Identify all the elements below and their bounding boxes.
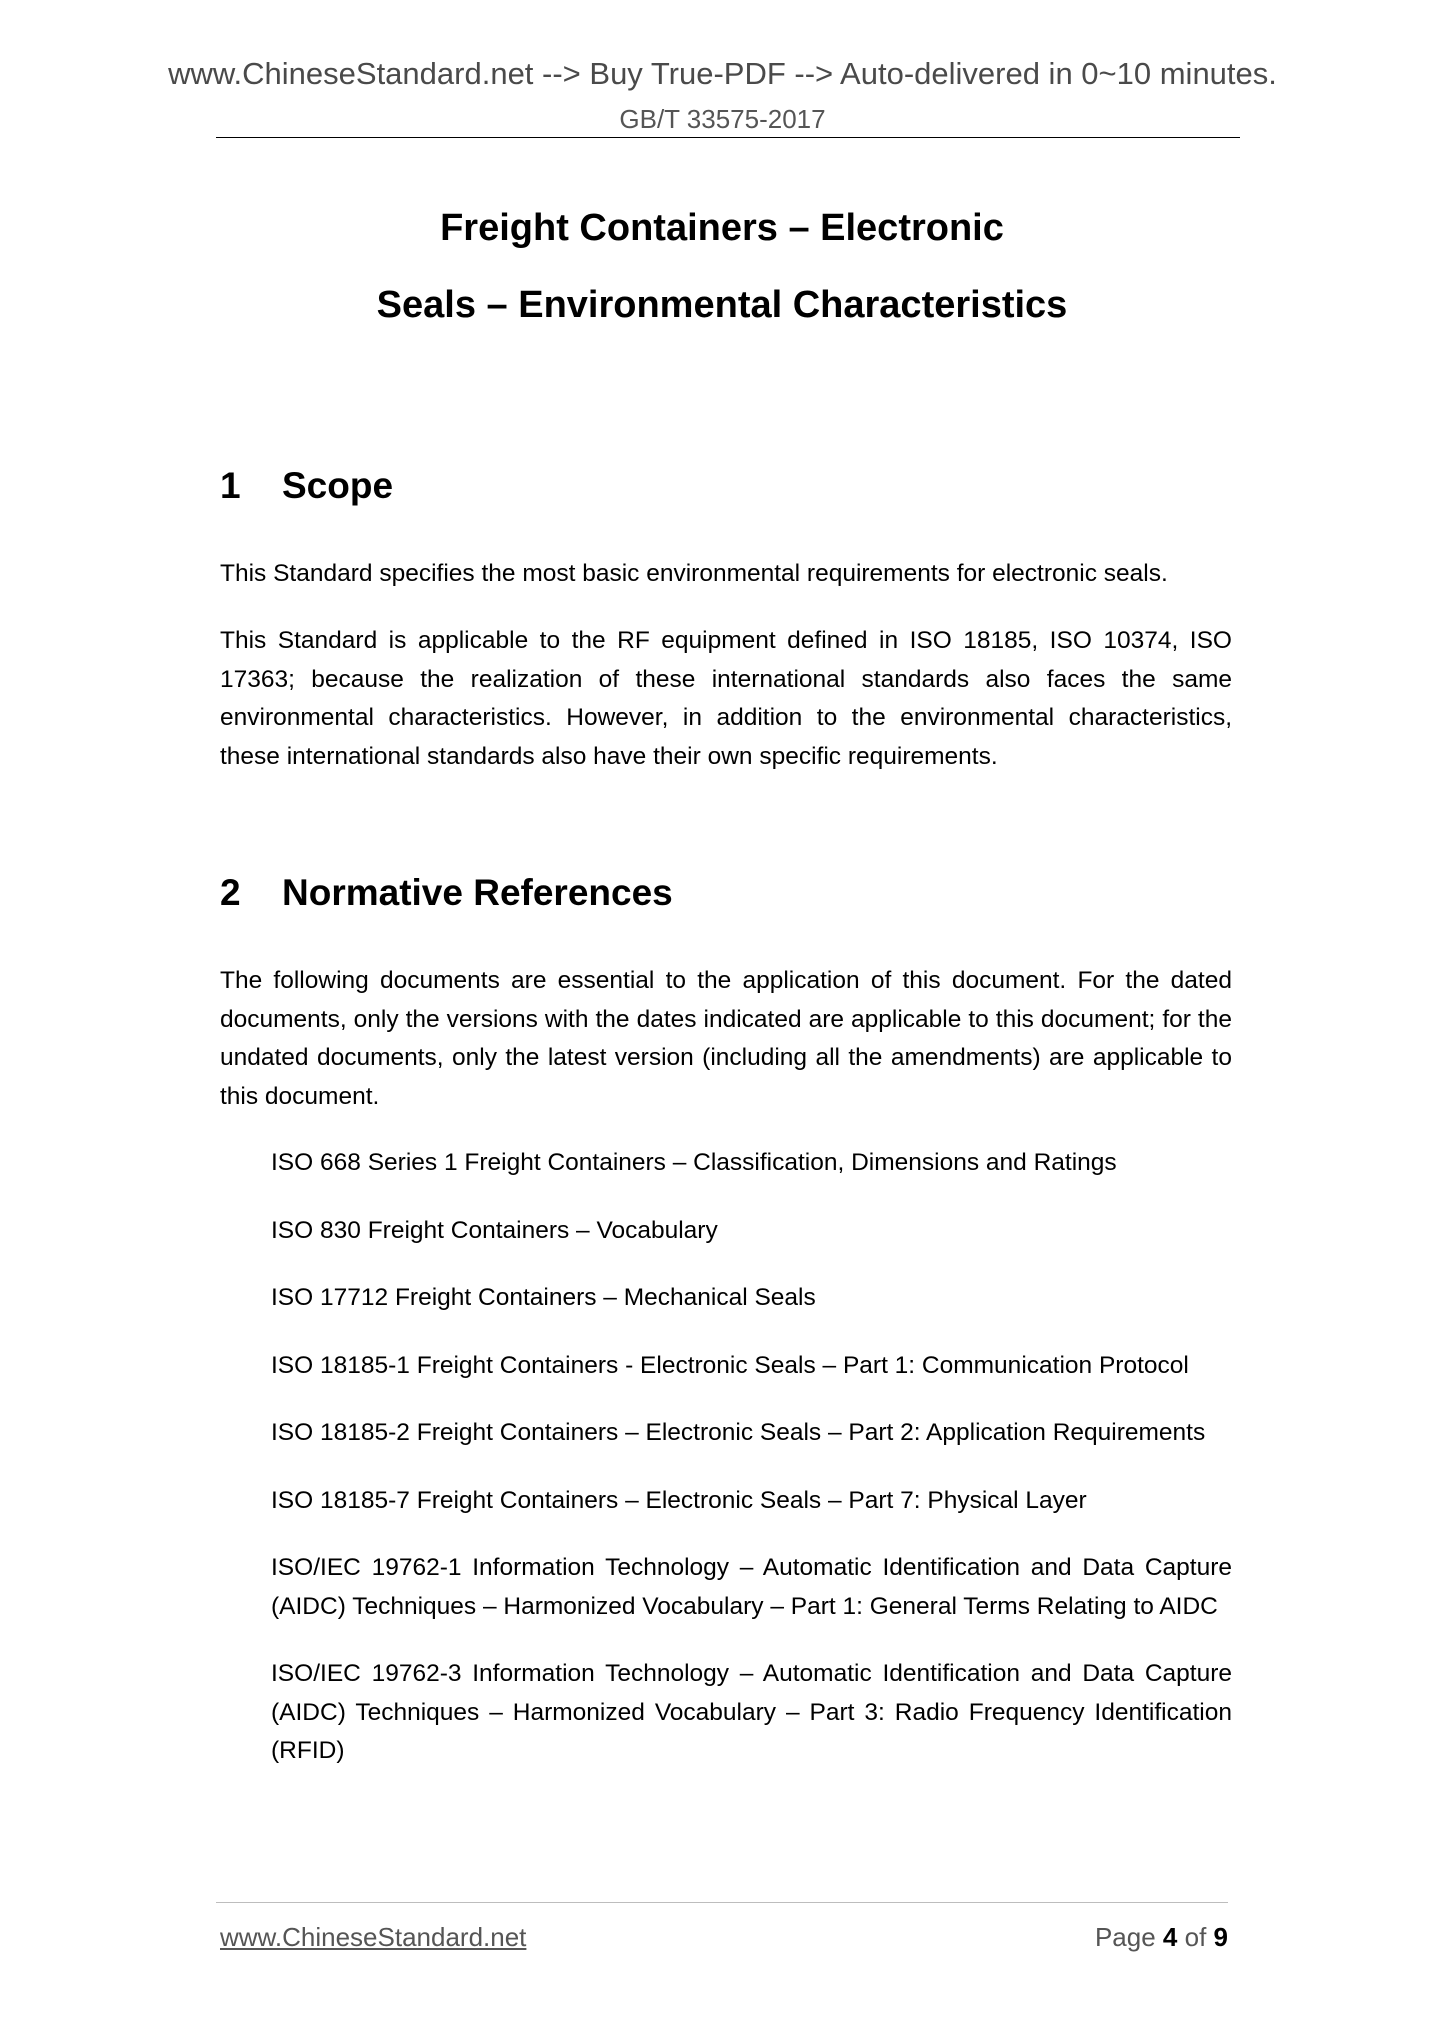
reference-item: ISO 17712 Freight Containers – Mechanical Seals [271, 1284, 816, 1311]
document-title [216, 190, 1228, 344]
page-indicator [1095, 1924, 1228, 1950]
reference-item: ISO 18185-2 Freight Containers – Electronic Seals – Part 2: Application Requirements [271, 1419, 1206, 1446]
document-title-line-1: Freight Containers – Electronic [440, 207, 1004, 249]
section-2-heading [220, 871, 673, 915]
reference-item: ISO/IEC 19762-3 Information Technology – Automatic Identification and Data Capture (AIDC) Techniques – Harmonized Vocabulary – Part 3: Radio Frequency Identification (RFID) [271, 1660, 1232, 1764]
page-total-number: 9 [1213, 1922, 1228, 1952]
reference-list [271, 1144, 1232, 1800]
page-of: of [1184, 1922, 1207, 1952]
page-prefix: Page [1094, 1922, 1156, 1952]
document-title-line-2: Seals – Environmental Characteristics [376, 284, 1068, 326]
reference-item: ISO 18185-7 Freight Containers – Electronic Seals – Part 7: Physical Layer [271, 1486, 1087, 1514]
section-1-number: 1 [220, 465, 241, 506]
top-banner: www.ChineseStandard.net --> Buy True-PDF --> Auto-delivered in 0~10 minutes. [168, 56, 1277, 91]
normative-intro-paragraph: The following documents are essential to the application of this document. For the dated documents, only the versions with the dates indicated are applicable to this document; for the undated documents, only the latest version (including all the amendments) are applicable to this document. [220, 967, 1232, 1110]
section-1-heading [220, 464, 393, 508]
section-2-title: Normative References [282, 872, 673, 913]
reference-item: ISO/IEC 19762-1 Information Technology – Automatic Identification and Data Capture (AIDC) Techniques – Harmonized Vocabulary – Part 1: General Terms Relating to AIDC [271, 1554, 1232, 1620]
reference-item: ISO 668 Series 1 Freight Containers – Classification, Dimensions and Ratings [271, 1149, 1117, 1176]
section-2-number: 2 [220, 872, 241, 913]
scope-paragraph-2: This Standard is applicable to the RF equipment defined in ISO 18185, ISO 10374, ISO 17363; because the realization of these international standards also faces the same environmental characteristics. However, in addition to the environmental characteristics, these international standards also have their own specific requirements. [220, 627, 1232, 770]
reference-item: ISO 18185-1 Freight Containers - Electronic Seals – Part 1: Communication Protocol [271, 1351, 1189, 1379]
scope-paragraph-1: This Standard specifies the most basic environmental requirements for electronic seals. [220, 560, 1168, 587]
header-divider [216, 137, 1240, 138]
footer-site-link[interactable]: www.ChineseStandard.net [220, 1922, 527, 1952]
reference-item: ISO 830 Freight Containers – Vocabulary [271, 1216, 718, 1244]
page-current-number: 4 [1162, 1922, 1178, 1952]
standard-code: GB/T 33575-2017 [619, 104, 826, 134]
section-1-title: Scope [282, 465, 394, 506]
footer-divider [216, 1902, 1228, 1903]
